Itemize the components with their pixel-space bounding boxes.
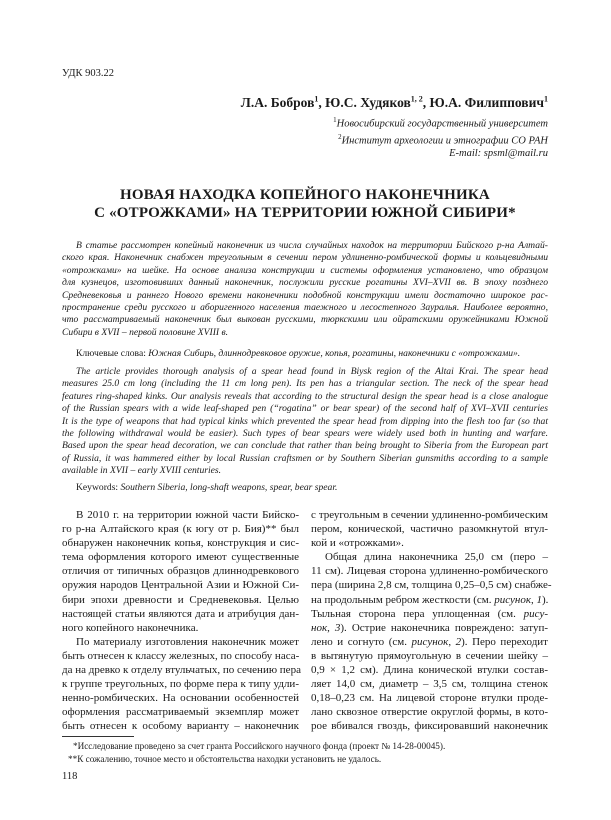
body-line <box>311 564 548 578</box>
page-number: 118 <box>62 771 78 782</box>
body-line <box>62 564 299 578</box>
author-name: Л.А. Бобров <box>240 94 315 110</box>
footnotes <box>62 740 445 765</box>
abstract-line: of the Russian spears with a wide leaf-shaped pen (“rogatina” or bear spear) of the second half of XVI–XVII centuries <box>62 403 548 415</box>
author-sup: 1, 2 <box>410 94 423 103</box>
author-sup: 1 <box>314 94 319 103</box>
abstract-ru <box>62 240 548 339</box>
affiliation-text: Новосибирский государственный университет <box>336 118 548 130</box>
abstract-line: features ring-shaped kinks. Our analysis reveals that according to the structural design the spear head is a close analogue <box>62 390 548 402</box>
affiliation-sup: 2 <box>338 133 342 142</box>
text-segment: , <box>448 635 456 648</box>
body-line <box>311 719 548 733</box>
body-line <box>311 621 548 635</box>
title-line: С «ОТРОЖКАМИ» НА ТЕРРИТОРИИ ЮЖНОЙ СИБИРИ* <box>94 204 516 221</box>
author-name: Ю.С. Худяков <box>325 94 411 110</box>
body-line <box>62 691 299 705</box>
text-segment: оформления рассматриваемый экземпляр может <box>62 706 299 719</box>
keywords-label: Ключевые слова: <box>76 348 149 359</box>
body-column-left <box>62 508 299 734</box>
text-segment: быть отнесен к особому варианту – наконечник <box>62 720 299 733</box>
body-line <box>311 649 548 663</box>
abstract-en <box>62 366 548 478</box>
abstract-line: что рассматриваемый наконечник был выкован русскими, тюркскими или ойратскими оружейниками Южной <box>62 314 548 326</box>
body-line <box>62 635 299 649</box>
text-segment: рое вбивался гвоздь, фиксировавший наконечник <box>311 720 548 733</box>
text-segment: к группе треугольных, по форме пера к типу удли- <box>62 678 299 691</box>
body-line <box>62 536 299 550</box>
text-segment: с треугольным в сечении удлиненно-ромбическим <box>311 509 548 521</box>
footnote: *Исследование проведено за счет гранта Российского научного фонда (проект № 14-28-00045). <box>73 741 446 751</box>
body-line <box>62 705 299 719</box>
text-segment: Общая длина наконечника 25,0 см (перо – <box>325 551 548 564</box>
figure-reference: 3 <box>334 621 341 634</box>
abstract-line: available in XVII – early XVIII centuries. <box>62 465 222 477</box>
text-segment: отличия от типичных образцов длиннодревкового <box>62 565 299 578</box>
text-segment: го р-на Алтайского края (к югу от р. Бия)** был <box>62 523 299 536</box>
affiliation <box>333 114 548 131</box>
body-line <box>311 663 548 677</box>
body-line <box>311 593 548 607</box>
authors <box>241 94 548 111</box>
figure-reference: рисунок <box>494 593 532 606</box>
abstract-line: measures 25.0 cm long (including the 11 cm long pen). Its pen has a triangular section. The neck of the spear head <box>62 378 548 390</box>
text-segment: быть отнесен к классу железных, по способу наса- <box>62 649 300 662</box>
abstract-line: the following withdrawal would be easier). Such types of bear spears were widely used both in hunting and warfare. <box>62 428 548 440</box>
body-line <box>62 508 299 522</box>
abstract-line: The article provides thorough analysis of a spear head found in Biysk region of the Altai Krai. The spear head <box>76 366 548 377</box>
text-segment: обнаружен наконечник копья, конструкция и сис- <box>62 537 299 550</box>
body-line <box>311 536 548 550</box>
figure-reference: 2 <box>455 635 462 648</box>
body-line <box>62 649 299 663</box>
footnote: **К сожалению, точное место и обстоятельства находки установить не удалось. <box>68 753 382 764</box>
text-segment: ляет 14,0 см, диаметр – 3,5 см, толщина стенок <box>311 678 548 691</box>
body-line <box>62 593 299 607</box>
author-name: Ю.А. Филиппович <box>429 94 544 110</box>
text-segment: да на древко к отделу втульчатых, по сечению пера <box>62 664 301 677</box>
figure-reference: рисунок <box>411 635 449 648</box>
text-segment: ). Острие наконечника повреждено: затуп- <box>340 621 548 634</box>
text-segment: настоящей статьи являются дата и атрибуция дан- <box>62 607 299 620</box>
abstract-line: Based upon the spear head decoration, we can conclude that rather than being brought to Siberia from the European part <box>62 440 548 452</box>
body-line <box>62 550 299 564</box>
abstract-line: Сибири в XVII – первой половине XVIII в. <box>62 326 229 338</box>
text-segment: кой и «отрожками». <box>311 537 404 550</box>
text-segment: лено и согнуто (см. <box>311 635 412 648</box>
text-segment: оружия народов Центральной Азии и Южной Си- <box>62 579 299 592</box>
body-line <box>311 578 552 592</box>
abstract-line: of Russia, it was hammered either by local Russian craftsmen or by Southern Siberian gunsmiths according to a sample <box>62 452 548 464</box>
text-segment: По материалу изготовления наконечник может <box>76 635 299 648</box>
affiliation <box>333 131 548 148</box>
text-segment: ). Перо переходит <box>461 635 548 648</box>
text-segment: ненно-ромбических. На основании особенностей <box>62 692 299 705</box>
body-line <box>311 635 548 649</box>
abstract-line: «отрожками» на шейке. На основе анализа конструкции и системы оформления установлено, что образцом <box>62 264 548 276</box>
body-line <box>62 522 299 536</box>
text-segment: бири эпохи древности и Средневековья. Целью <box>62 593 299 606</box>
text-segment: пером, конической, частично разомкнутой втул- <box>311 523 548 536</box>
abstract-line: для кузнецов, изготовивших данный наконечник, послужили русские рогатины XVI–XVII вв. В эпоху позднего <box>62 277 548 289</box>
author <box>325 95 429 110</box>
keywords-ru <box>62 348 548 360</box>
text-segment: ). <box>542 593 549 606</box>
abstract-line: В статье рассмотрен копейный наконечник из числа случайных находок на территории Бийского р-на Алтай- <box>76 240 548 251</box>
text-segment: В 2010 г. на территории южной части Бийско- <box>76 509 299 521</box>
footnote-divider <box>62 736 134 737</box>
abstract-line: It is the type of weapons that had typical kinks which prevented the spear head from dipping into the flesh too far (so that <box>62 415 548 427</box>
author <box>430 95 548 110</box>
abstract-line: пространение среди русского и аборигенного населения таежного и лесостепного Зауралья. Наиболее вероятно, <box>62 302 548 314</box>
body-line <box>62 677 299 691</box>
figure-reference: нок <box>311 621 328 634</box>
text-segment: 0,9 × 1,2 см). Длина конической втулки состав- <box>311 664 548 677</box>
author-sup: 1 <box>544 94 548 103</box>
text-segment: Тыльная сторона пера уплощенная (см. <box>311 607 524 620</box>
body-line <box>62 578 299 592</box>
body-line <box>311 550 548 564</box>
keywords-label: Keywords: <box>76 482 121 493</box>
article-title <box>62 187 548 222</box>
udk-code: УДК 903.22 <box>62 68 115 79</box>
body-column-right <box>311 508 552 734</box>
affiliation-sup: 1 <box>333 116 337 124</box>
affiliations <box>333 114 548 161</box>
text-segment: в вытянутую прямоугольную в сечении шейку – <box>311 649 548 662</box>
author-sep: , <box>318 94 326 110</box>
text-segment: 0,18–0,23 см. На лицевой стороне втулки проде- <box>311 692 548 705</box>
keywords-en <box>62 482 548 494</box>
text-segment: тема оформления которого имеют существенные <box>62 551 299 564</box>
body-line <box>311 607 548 621</box>
author <box>241 95 325 110</box>
text-segment: 11 см). Лицевая сторона удлиненно-ромбического <box>311 565 548 578</box>
text-segment: , <box>327 621 335 634</box>
body-line <box>62 719 299 733</box>
title-line: НОВАЯ НАХОДКА КОПЕЙНОГО НАКОНЕЧНИКА <box>120 187 490 203</box>
text-segment: , <box>531 593 537 606</box>
body-line <box>62 663 299 677</box>
abstract-line: ского края. Наконечник снабжен треугольным в сечении пером удлиненно-ромбической формы и кольцевидными <box>62 252 548 264</box>
email-text: E-mail: spsml@mail.ru <box>449 148 548 160</box>
text-segment: лано сквозное отверстие округлой формы, в кото- <box>311 706 548 719</box>
author-sep: , <box>422 94 430 110</box>
body-line <box>311 691 548 705</box>
keywords-text: Southern Siberia, long-shaft weapons, spear, bear spear. <box>120 482 338 493</box>
keywords-text: Южная Сибирь, длиннодревковое оружие, копья, рогатины, наконечники с «отрожками». <box>148 348 521 359</box>
body-line <box>311 705 548 719</box>
email <box>333 148 548 161</box>
text-segment: на продольным ребром жесткости (см. <box>311 593 495 606</box>
text-segment: пера (ширина 2,8 см, толщина 0,25–0,5 см) снабже- <box>311 579 552 592</box>
affiliation-text: Институт археологии и этнографии СО РАН <box>341 135 548 147</box>
body-line <box>311 522 548 536</box>
text-segment: ного копейного наконечника. <box>62 621 199 634</box>
body-line <box>311 677 548 691</box>
body-line <box>62 607 299 621</box>
body-line <box>311 508 548 522</box>
figure-reference: 1 <box>536 593 543 606</box>
abstract-line: Средневековья и раннего Нового времени наконечники подобной конструкции имели достаточно широкое рас- <box>62 289 548 301</box>
body-line <box>62 621 299 635</box>
figure-reference: рису- <box>523 607 548 620</box>
